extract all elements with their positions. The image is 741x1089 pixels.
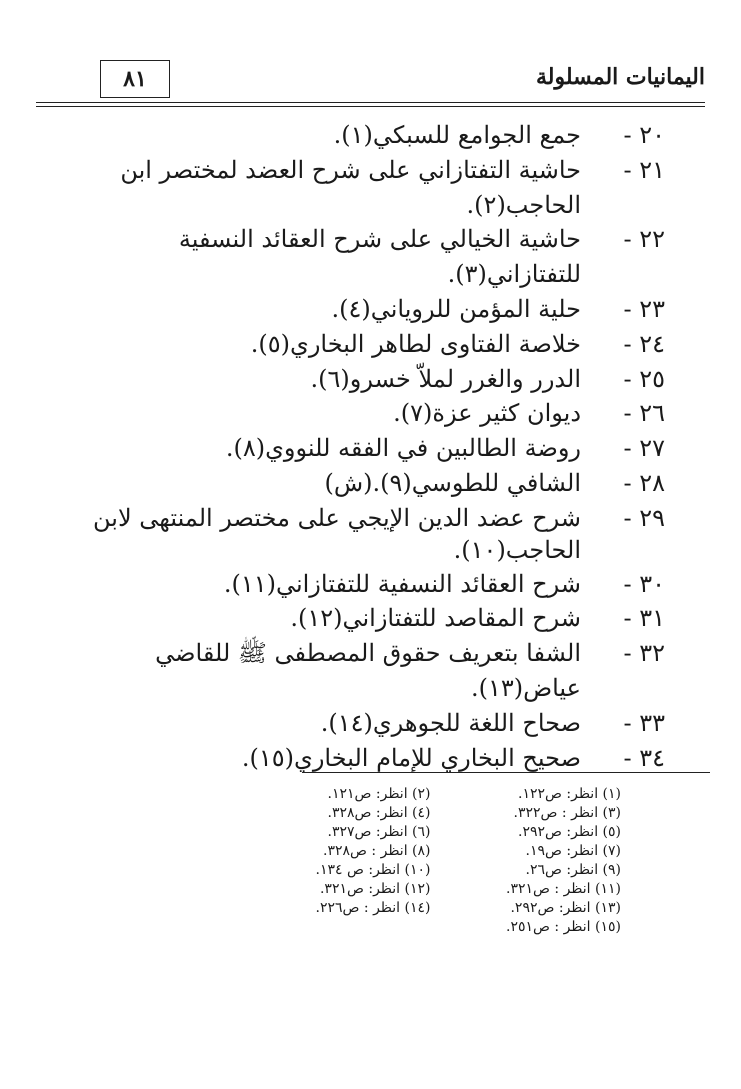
item-text: حاشية الخيالي على شرح العقائد النسفية للتفتازاني(٣). — [178, 225, 581, 289]
item-text: خلاصة الفتاوى لطاهر البخاري(٥). — [250, 329, 581, 358]
item-number: ٣٤ - — [623, 743, 665, 772]
item-text: شرح العقائد النسفية للتفتازاني(١١). — [223, 569, 581, 598]
item-text: جمع الجوامع للسبكي(١). — [333, 121, 581, 149]
list-item — [40, 118, 665, 153]
item-number: ٢٢ - — [623, 225, 665, 254]
item-number: ٢٣ - — [623, 294, 665, 323]
list-item — [40, 362, 665, 397]
item-number: ٢٤ - — [623, 329, 665, 358]
item-number: ٢٧ - — [623, 434, 665, 463]
list-item — [40, 741, 665, 776]
item-text: شرح المقاصد للتفتازاني(١٢). — [290, 604, 581, 633]
footnote: (٧) انظر: ص١٩. — [525, 843, 621, 859]
list-item — [40, 292, 665, 327]
list-item — [40, 327, 665, 362]
list-item — [40, 601, 665, 636]
footnote: (٦) انظر: ص٣٢٧. — [327, 824, 431, 840]
footnote-separator — [302, 772, 710, 773]
item-number: ٢١ - — [623, 155, 665, 184]
item-number: ٢٨ - — [623, 468, 665, 497]
footnote: (١٣) انظر: ص٢٩٢. — [510, 900, 621, 916]
footnote: (١٠) انظر: ص ١٣٤. — [315, 862, 431, 878]
list-item — [40, 501, 665, 567]
item-text: ديوان كثير عزة(٧). — [393, 399, 581, 428]
header-rule-secondary — [36, 106, 705, 107]
footnote: (١) انظر: ص١٢٢. — [517, 786, 621, 802]
item-text: حاشية التفتازاني على شرح العضد لمختصر ابن الحاجب(٢). — [120, 155, 581, 219]
item-number: ٣٢ - — [623, 639, 665, 668]
list-item — [40, 396, 665, 431]
list-item — [40, 706, 665, 741]
item-number: ٣١ - — [623, 604, 665, 633]
item-text: حلية المؤمن للروياني(٤). — [331, 294, 581, 323]
footnote: (٢) انظر: ص١٢١. — [327, 786, 431, 802]
footnote: (١٥) انظر : ص٢٥١. — [506, 919, 621, 935]
item-text: الشافي للطوسي(٩).(ش) — [324, 468, 581, 497]
footnote: (٩) انظر: ص٢٦. — [525, 862, 621, 878]
footnote: (٥) انظر: ص٢٩٢. — [517, 824, 621, 840]
footnote: (١٤) انظر : ص٢٢٦. — [315, 900, 431, 916]
footnote: (١٢) انظر: ص٣٢١. — [319, 881, 431, 897]
item-number: ٢٠ - — [623, 121, 665, 149]
list-item — [40, 636, 665, 706]
footnote: (٨) انظر : ص٣٢٨. — [323, 843, 431, 859]
item-text: الدرر والغرر لملاّ خسرو(٦). — [310, 364, 581, 393]
item-text: صحاح اللغة للجوهري(١٤). — [320, 708, 581, 737]
list-item — [40, 567, 665, 602]
running-title: اليمانيات المسلولة — [535, 64, 705, 90]
item-number: ٢٩ - — [623, 503, 665, 532]
page-number: ٨١ — [100, 60, 170, 98]
footnotes — [230, 786, 711, 935]
item-text: صحيح البخاري للإمام البخاري(١٥). — [241, 743, 581, 772]
list-item — [40, 431, 665, 466]
item-text: الشفا بتعريف حقوق المصطفى ﷺ للقاضي عياض(١٣). — [155, 639, 581, 702]
item-number: ٣٣ - — [623, 708, 665, 737]
sources-list — [40, 118, 665, 775]
list-item — [40, 466, 665, 501]
footnote: (٣) انظر : ص٣٢٢. — [513, 805, 621, 821]
item-text: شرح عضد الدين الإيجي على مختصر المنتهى لابن الحاجب(١٠). — [93, 503, 581, 565]
item-number: ٢٦ - — [623, 399, 665, 428]
item-number: ٣٠ - — [623, 569, 665, 598]
list-item — [40, 222, 665, 292]
footnote: (١١) انظر : ص٣٢١. — [506, 881, 621, 897]
header-rule — [36, 102, 705, 103]
footnote: (٤) انظر: ص٣٢٨. — [327, 805, 431, 821]
list-item — [40, 153, 665, 223]
item-text: روضة الطالبين في الفقه للنووي(٨). — [225, 434, 581, 463]
item-number: ٢٥ - — [623, 364, 665, 393]
